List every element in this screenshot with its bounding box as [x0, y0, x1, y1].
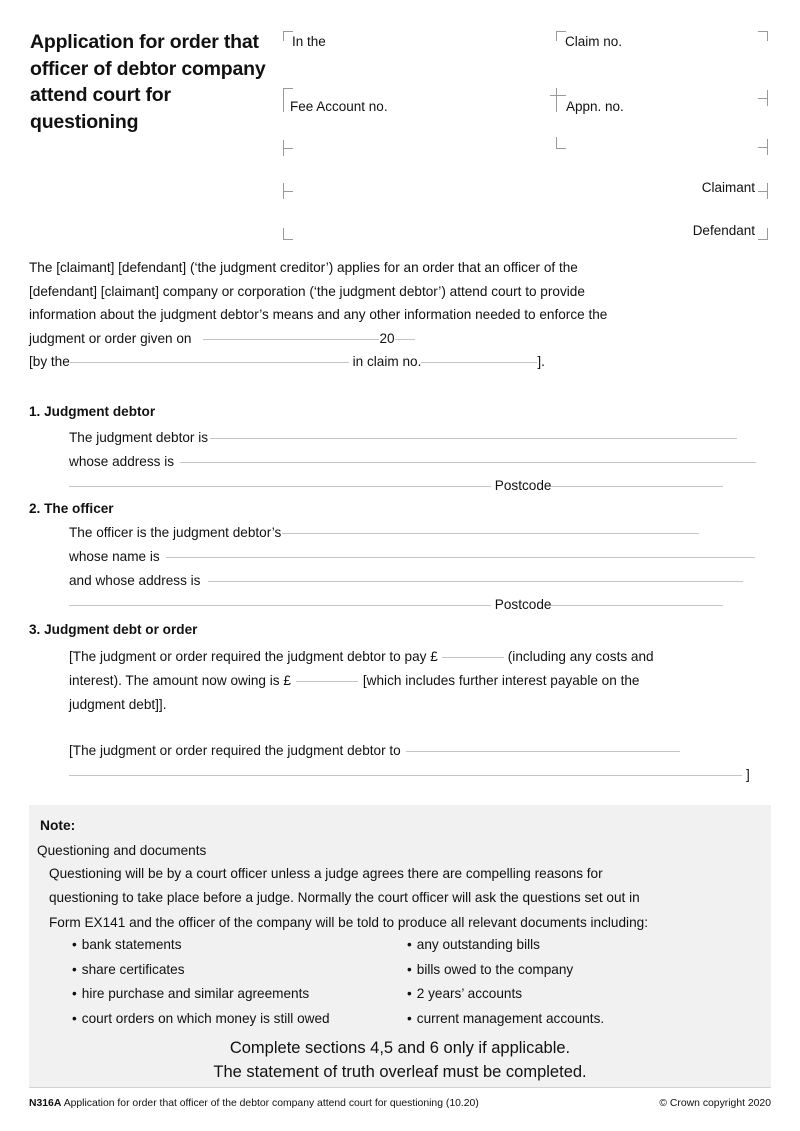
order-requirement-input[interactable] — [406, 751, 680, 752]
officer-address-input-2[interactable] — [69, 605, 491, 606]
field-label-fee-account-no: Fee Account no. — [290, 99, 388, 114]
footer-form-description: Application for order that officer of the debtor company attend court for questioning (10.20) — [63, 1098, 479, 1109]
section-1-row-1 — [69, 430, 737, 445]
bracket-right-mid-1 — [758, 90, 768, 106]
field-label-appn-no: Appn. no. — [566, 99, 624, 114]
form-header — [0, 0, 800, 250]
judgment-debtor-name-input[interactable] — [210, 438, 737, 439]
section-1-postcode-row — [69, 478, 723, 493]
note-box — [29, 805, 771, 1088]
note-body-line-1: Questioning will be by a court officer unless a judge agrees there are compelling reasons for — [49, 866, 603, 881]
party-label-claimant: Claimant — [701, 180, 755, 195]
bracket-middle-bottom — [556, 137, 566, 149]
bracket-left-mid-1 — [283, 140, 293, 156]
section-3-p1-text-b: (including any costs and — [507, 649, 654, 664]
footer-form-reference — [29, 1098, 479, 1109]
note-closing-line-2: The statement of truth overleaf must be completed. — [213, 1063, 587, 1081]
list-item — [72, 982, 330, 1007]
section-1-postcode-label: Postcode — [494, 478, 552, 493]
section-3-p1-text-d: [which includes further interest payable on the — [362, 672, 640, 688]
list-item — [407, 982, 604, 1007]
section-3-p1-text-c: interest). The amount now owing is £ — [69, 672, 291, 688]
list-item — [407, 1007, 604, 1032]
section-3-paragraph-2-cont — [69, 767, 750, 782]
section-3-p1-text-a: [The judgment or order required the judgment debtor to pay £ — [69, 649, 438, 664]
bracket-left-mid-2 — [283, 183, 293, 199]
section-2-postcode-row — [69, 597, 723, 612]
intro-line-5-end: ]. — [537, 354, 545, 369]
list-item-label: bills owed to the company — [416, 961, 574, 977]
judgment-debtor-address-input[interactable] — [180, 462, 756, 463]
officer-postcode-input[interactable] — [551, 605, 723, 606]
field-label-claim-no: Claim no. — [565, 34, 623, 49]
footer-form-code: N316A — [29, 1098, 62, 1109]
section-3-heading: 3. Judgment debt or order — [29, 622, 198, 637]
section-3-p1-line-1 — [69, 645, 771, 669]
judgment-debtor-address-input-2[interactable] — [69, 486, 491, 487]
list-item-label: current management accounts. — [416, 1010, 605, 1026]
section-2-row-3 — [69, 573, 743, 588]
section-1-row-2 — [69, 454, 756, 469]
section-3-paragraph-2 — [69, 743, 680, 758]
bullet-icon: • — [407, 986, 412, 1002]
list-item-label: share certificates — [81, 961, 185, 977]
page-title: Application for order that officer of debtor company attend court for questioning — [30, 31, 266, 133]
section-2-row-1-label: The officer is the judgment debtor’s — [69, 525, 282, 540]
section-2-postcode-label: Postcode — [494, 597, 552, 612]
intro-line-3: information about the judgment debtor’s means and any other information needed to enforce the — [29, 307, 608, 322]
bracket-topright — [758, 31, 768, 41]
by-the-input[interactable] — [70, 362, 349, 363]
intro-line-5-mid: in claim no. — [352, 354, 422, 369]
officer-relationship-input[interactable] — [282, 533, 699, 534]
list-item-label: court orders on which money is still owed — [81, 1010, 330, 1026]
bracket-right-mid-2 — [758, 139, 768, 155]
claim-no-input[interactable] — [421, 362, 537, 363]
amount-owing-input[interactable] — [296, 681, 358, 682]
section-3-p1-line-2 — [69, 669, 771, 693]
intro-line-1: The [claimant] [defendant] (‘the judgment creditor’) applies for an order that an officer of the — [29, 260, 578, 275]
section-3-p2-close: ] — [746, 767, 750, 782]
bullet-icon: • — [72, 937, 77, 952]
note-closing-line-1: Complete sections 4,5 and 6 only if applicable. — [229, 1039, 571, 1057]
bullet-icon: • — [407, 961, 412, 977]
note-bullets-right — [407, 933, 604, 1031]
bracket-right-defendant — [758, 228, 768, 240]
section-3-p2-text: [The judgment or order required the judgment debtor to — [69, 743, 401, 758]
intro-paragraph — [29, 256, 771, 374]
judgment-year-input[interactable] — [395, 339, 415, 340]
section-3-p1-line-3: judgment debt]]. — [69, 696, 167, 712]
section-2-row-2-label: whose name is — [69, 549, 160, 564]
judgment-debtor-postcode-input[interactable] — [551, 486, 723, 487]
intro-line-5-prefix: [by the — [29, 354, 70, 369]
list-item — [72, 958, 330, 983]
bullet-icon: • — [72, 961, 77, 977]
list-item-label: hire purchase and similar agreements — [81, 986, 310, 1002]
order-requirement-input-2[interactable] — [69, 775, 742, 776]
judgment-date-input[interactable] — [203, 339, 379, 340]
list-item-label: any outstanding bills — [416, 937, 540, 952]
section-1-heading: 1. Judgment debtor — [29, 404, 156, 419]
officer-address-input[interactable] — [208, 581, 743, 582]
section-2-heading: 2. The officer — [29, 501, 114, 516]
judgment-amount-input[interactable] — [442, 657, 504, 658]
note-bullets-left — [72, 933, 330, 1031]
party-label-defendant: Defendant — [692, 223, 755, 238]
list-item-label: bank statements — [81, 937, 182, 952]
section-1-row-2-label: whose address is — [69, 454, 175, 469]
intro-line-4-text: judgment or order given on — [29, 330, 192, 346]
bracket-left-bottom — [283, 228, 293, 240]
list-item — [72, 933, 330, 958]
section-2-row-2 — [69, 549, 755, 564]
section-2-row-3-label: and whose address is — [69, 573, 201, 588]
intro-line-2: [defendant] [claimant] company or corporation (‘the judgment debtor’) attend court to provide — [29, 283, 585, 299]
intro-line-4 — [29, 327, 771, 351]
bracket-appn-no-cross — [550, 88, 566, 112]
note-body — [49, 862, 761, 935]
note-body-line-3: Form EX141 and the officer of the company will be told to produce all relevant documents including: — [49, 914, 648, 930]
list-item — [72, 1007, 330, 1032]
bullet-icon: • — [72, 1010, 77, 1026]
footer-copyright: © Crown copyright 2020 — [659, 1098, 771, 1109]
intro-year-prefix: 20 — [379, 330, 395, 346]
note-subheading: Questioning and documents — [37, 843, 207, 858]
section-3-paragraph-1 — [69, 645, 771, 716]
bullet-icon: • — [407, 937, 412, 952]
note-heading: Note: — [40, 818, 76, 833]
footer-divider — [29, 1087, 771, 1088]
intro-line-5 — [29, 350, 771, 374]
bullet-icon: • — [407, 1010, 412, 1026]
list-item — [407, 958, 604, 983]
bullet-icon: • — [72, 986, 77, 1002]
section-2-row-1 — [69, 525, 699, 540]
bracket-right-claimant — [758, 183, 768, 199]
list-item-label: 2 years’ accounts — [416, 986, 523, 1002]
list-item — [407, 933, 604, 958]
note-body-line-2: questioning to take place before a judge. Normally the court officer will ask the questions set out in — [49, 890, 640, 906]
section-1-row-1-label: The judgment debtor is — [69, 430, 209, 445]
officer-name-input[interactable] — [166, 557, 755, 558]
field-label-in-the: In the — [292, 34, 326, 49]
